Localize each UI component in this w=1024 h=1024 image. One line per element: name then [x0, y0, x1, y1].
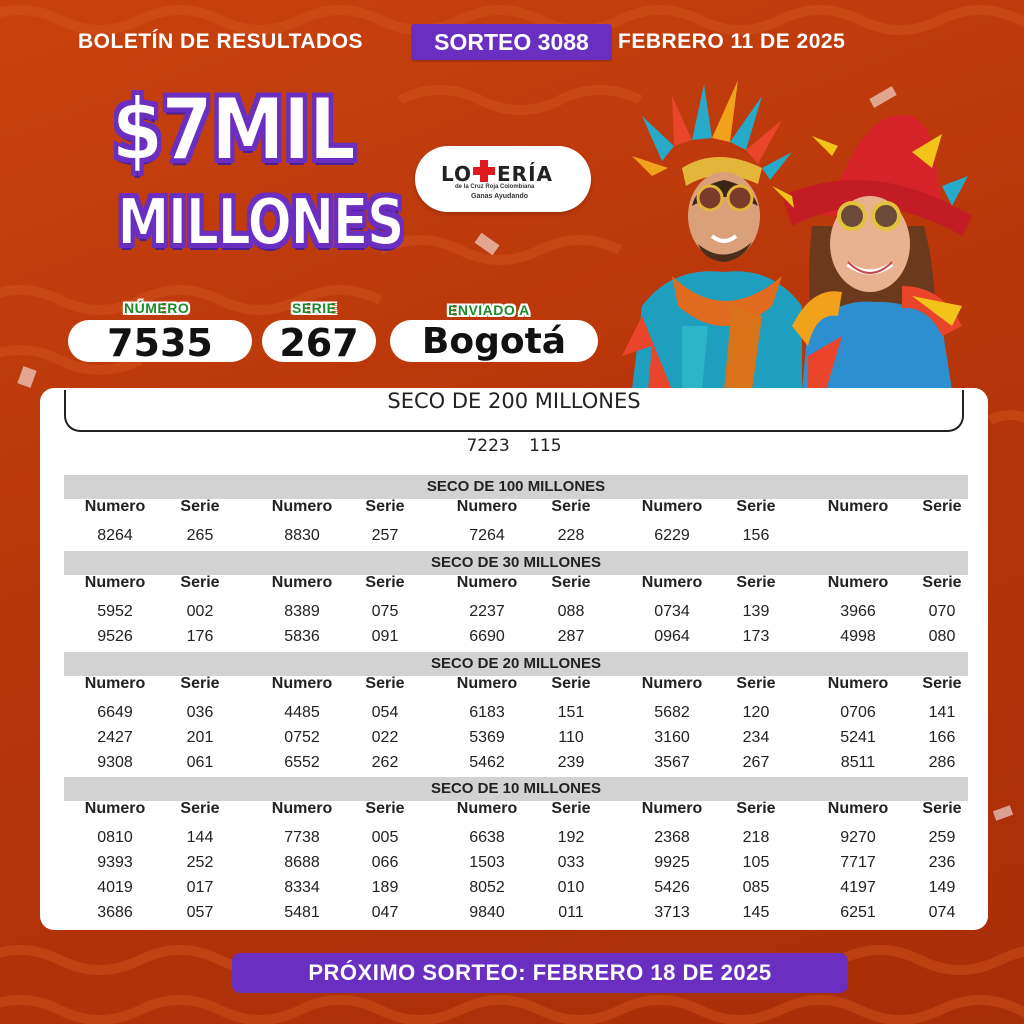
- winning-serie-value: 033: [557, 854, 585, 871]
- numero-column-header: Numero: [84, 498, 146, 515]
- result-row: [40, 527, 988, 549]
- numero-column-header: Numero: [84, 675, 146, 692]
- winning-serie-value: 088: [557, 603, 585, 620]
- winning-numero: 5462: [469, 754, 505, 771]
- section-title: SECO DE 100 MILLONES: [64, 475, 968, 499]
- winning-serie-value: 201: [186, 729, 214, 746]
- numero-column-header: Numero: [271, 574, 333, 591]
- column-header-row: [40, 675, 988, 697]
- result-row: [40, 829, 988, 851]
- winning-numero: 1503: [469, 854, 505, 871]
- winning-serie-value: 252: [186, 854, 214, 871]
- numero-column-header: Numero: [84, 800, 146, 817]
- draw-number-badge: SORTEO 3088: [411, 24, 612, 60]
- numero-column-header: Numero: [827, 675, 889, 692]
- winning-number-pill: [68, 320, 252, 365]
- winning-numero: 8052: [469, 879, 505, 896]
- winning-numero: 8389: [284, 603, 320, 620]
- column-header-row: [40, 574, 988, 596]
- serie-column-header: Serie: [736, 675, 776, 692]
- winning-numero: 3713: [654, 904, 690, 921]
- winning-serie-value: 002: [186, 603, 214, 620]
- winning-serie-value: 234: [742, 729, 770, 746]
- winning-serie-pill: [262, 320, 376, 365]
- numero-column-header: Numero: [827, 574, 889, 591]
- winning-serie-value: 017: [186, 879, 214, 896]
- serie-column-header: Serie: [922, 574, 962, 591]
- winning-numero: 9840: [469, 904, 505, 921]
- winning-serie-value: 286: [928, 754, 956, 771]
- serie-column-header: Serie: [736, 498, 776, 515]
- winning-numero: 6690: [469, 628, 505, 645]
- numero-column-header: Numero: [271, 498, 333, 515]
- logo-wordmark-right: ERÍA: [497, 162, 553, 186]
- winning-serie-value: 287: [557, 628, 585, 645]
- winning-serie-value: 054: [371, 704, 399, 721]
- winning-serie-value: 005: [371, 829, 399, 846]
- serie-column-header: Serie: [180, 800, 220, 817]
- column-header-row: [40, 498, 988, 520]
- numero-column-header: Numero: [827, 800, 889, 817]
- winning-numero: 6638: [469, 829, 505, 846]
- winning-serie-value: 262: [371, 754, 399, 771]
- logo-slogan: Ganas Ayudando: [471, 193, 529, 200]
- winning-serie-value: 010: [557, 879, 585, 896]
- winning-serie-value: 149: [928, 879, 956, 896]
- winning-numero: 3160: [654, 729, 690, 746]
- winning-serie-value: 139: [742, 603, 770, 620]
- loteria-logo: [415, 146, 591, 212]
- result-row: [40, 628, 988, 650]
- numero-column-header: Numero: [456, 800, 518, 817]
- result-row: [40, 603, 988, 625]
- winning-serie-value: 156: [742, 527, 770, 544]
- serie-column-header: Serie: [180, 574, 220, 591]
- winning-serie-value: 070: [928, 603, 956, 620]
- winning-numero: 4197: [840, 879, 876, 896]
- carnival-couple-illustration: [612, 76, 972, 390]
- winning-numero: 4019: [97, 879, 133, 896]
- destination-city: Bogotá: [421, 321, 567, 362]
- winning-numero: 9526: [97, 628, 133, 645]
- winning-serie-value: 259: [928, 829, 956, 846]
- winning-numero: 3567: [654, 754, 690, 771]
- winning-numero: 8830: [284, 527, 320, 544]
- serie-label: SERIE: [292, 300, 337, 316]
- winning-numero: 0734: [654, 603, 690, 620]
- logo-wordmark-left: LO: [441, 162, 473, 186]
- winning-serie-value: 239: [557, 754, 585, 771]
- winning-numero: 6229: [654, 527, 690, 544]
- winning-serie-value: 091: [371, 628, 399, 645]
- winning-numero: 2237: [469, 603, 505, 620]
- serie-column-header: Serie: [551, 498, 591, 515]
- winning-serie-value: 189: [371, 879, 399, 896]
- result-row: [40, 879, 988, 901]
- winning-serie-value: 267: [742, 754, 770, 771]
- winning-serie-value: 057: [186, 904, 214, 921]
- winning-serie-value: 036: [186, 704, 214, 721]
- main-prize-result: 7223 115: [466, 436, 562, 456]
- red-cross-icon: [473, 160, 495, 182]
- serie-column-header: Serie: [365, 498, 405, 515]
- winning-numero: 6552: [284, 754, 320, 771]
- numero-label: NÚMERO: [124, 300, 190, 316]
- jackpot-amount-line2: MILLONES: [117, 186, 404, 260]
- numero-column-header: Numero: [84, 574, 146, 591]
- bulletin-title: BOLETÍN DE RESULTADOS: [78, 30, 364, 53]
- column-header-row: [40, 800, 988, 822]
- winning-numero: 5952: [97, 603, 133, 620]
- winning-numero: 4485: [284, 704, 320, 721]
- winning-serie-value: 265: [186, 527, 214, 544]
- winning-serie-value: 145: [742, 904, 770, 921]
- serie-column-header: Serie: [922, 800, 962, 817]
- serie-column-header: Serie: [736, 574, 776, 591]
- winning-serie-value: 074: [928, 904, 956, 921]
- winning-serie-value: 061: [186, 754, 214, 771]
- serie-column-header: Serie: [365, 574, 405, 591]
- winning-numero: 2427: [97, 729, 133, 746]
- serie-column-header: Serie: [551, 675, 591, 692]
- winning-numero: 9393: [97, 854, 133, 871]
- numero-column-header: Numero: [456, 675, 518, 692]
- winning-numero: 9270: [840, 829, 876, 846]
- numero-column-header: Numero: [641, 675, 703, 692]
- winning-numero: 6649: [97, 704, 133, 721]
- jackpot-amount-line1: $7MIL: [111, 80, 355, 180]
- winning-number: 7535: [107, 321, 213, 365]
- serie-column-header: Serie: [180, 498, 220, 515]
- result-row: [40, 729, 988, 751]
- result-row: [40, 854, 988, 876]
- numero-column-header: Numero: [641, 498, 703, 515]
- numero-column-header: Numero: [456, 574, 518, 591]
- winning-serie-value: 047: [371, 904, 399, 921]
- winning-serie: 267: [279, 321, 359, 365]
- winning-numero: 0752: [284, 729, 320, 746]
- header-bar: [0, 24, 1024, 64]
- winning-serie-value: 228: [557, 527, 585, 544]
- winning-numero: 6251: [840, 904, 876, 921]
- section-title: SECO DE 20 MILLONES: [64, 652, 968, 676]
- winning-numero: 8264: [97, 527, 133, 544]
- serie-column-header: Serie: [736, 800, 776, 817]
- winning-serie-value: 080: [928, 628, 956, 645]
- numero-column-header: Numero: [456, 498, 518, 515]
- winning-numero: 5682: [654, 704, 690, 721]
- numero-column-header: Numero: [827, 498, 889, 515]
- winning-serie-value: 085: [742, 879, 770, 896]
- section-title: SECO DE 30 MILLONES: [64, 551, 968, 575]
- winning-numero: 8334: [284, 879, 320, 896]
- logo-subtitle: de la Cruz Roja Colombiana: [455, 184, 535, 190]
- winning-serie-value: 144: [186, 829, 214, 846]
- results-card: [40, 388, 988, 930]
- winning-serie-value: 257: [371, 527, 399, 544]
- winning-serie-value: 176: [186, 628, 214, 645]
- winning-numero: 5241: [840, 729, 876, 746]
- winning-serie-value: 110: [558, 729, 584, 746]
- winning-numero: 4998: [840, 628, 876, 645]
- winning-numero: 5369: [469, 729, 505, 746]
- destination-city-pill: [390, 320, 598, 362]
- next-draw-banner: PRÓXIMO SORTEO: FEBRERO 18 DE 2025: [232, 953, 848, 993]
- winning-serie-value: 075: [371, 603, 399, 620]
- winning-numero: 8511: [840, 754, 876, 771]
- winning-numero: 5481: [284, 904, 320, 921]
- serie-column-header: Serie: [365, 800, 405, 817]
- numero-column-header: Numero: [271, 675, 333, 692]
- winning-serie-value: 141: [928, 704, 956, 721]
- winning-serie-value: 173: [742, 628, 770, 645]
- draw-date: FEBRERO 11 DE 2025: [618, 30, 846, 53]
- winning-serie-value: 151: [557, 704, 585, 721]
- winning-numero: 2368: [654, 829, 690, 846]
- result-row: [40, 704, 988, 726]
- winning-numero: 0706: [840, 704, 876, 721]
- serie-column-header: Serie: [922, 498, 962, 515]
- enviado-label: ENVIADO A: [448, 302, 530, 318]
- result-row: [40, 754, 988, 776]
- serie-column-header: Serie: [922, 675, 962, 692]
- jackpot-amount: [92, 74, 404, 270]
- serie-column-header: Serie: [551, 574, 591, 591]
- winning-serie-value: 218: [742, 829, 770, 846]
- winning-numero: 3686: [97, 904, 133, 921]
- winning-serie-value: 166: [928, 729, 956, 746]
- winning-numero: 5836: [284, 628, 320, 645]
- winning-serie-value: 192: [557, 829, 585, 846]
- section-title: SECO DE 10 MILLONES: [64, 777, 968, 801]
- result-row: [40, 904, 988, 926]
- winning-serie-value: 105: [742, 854, 770, 871]
- winning-numero: 9308: [97, 754, 133, 771]
- serie-column-header: Serie: [551, 800, 591, 817]
- winning-numero: 3966: [840, 603, 876, 620]
- winning-numero: 7738: [284, 829, 320, 846]
- winning-numero: 7717: [840, 854, 876, 871]
- winning-serie-value: 066: [371, 854, 399, 871]
- winning-serie-value: 120: [742, 704, 770, 721]
- winning-numero: 5426: [654, 879, 690, 896]
- winning-numero: 7264: [469, 527, 505, 544]
- serie-column-header: Serie: [180, 675, 220, 692]
- serie-column-header: Serie: [365, 675, 405, 692]
- winning-numero: 0964: [654, 628, 690, 645]
- winning-numero: 6183: [469, 704, 505, 721]
- main-prize-title: SECO DE 200 MILLONES: [387, 389, 641, 413]
- winning-serie-value: 022: [371, 729, 399, 746]
- winning-numero: 0810: [97, 829, 133, 846]
- winning-serie-value: 236: [928, 854, 956, 871]
- winning-numero: 9925: [654, 854, 690, 871]
- winning-serie-value: 011: [558, 904, 584, 921]
- numero-column-header: Numero: [641, 574, 703, 591]
- numero-column-header: Numero: [641, 800, 703, 817]
- winning-numero: 8688: [284, 854, 320, 871]
- numero-column-header: Numero: [271, 800, 333, 817]
